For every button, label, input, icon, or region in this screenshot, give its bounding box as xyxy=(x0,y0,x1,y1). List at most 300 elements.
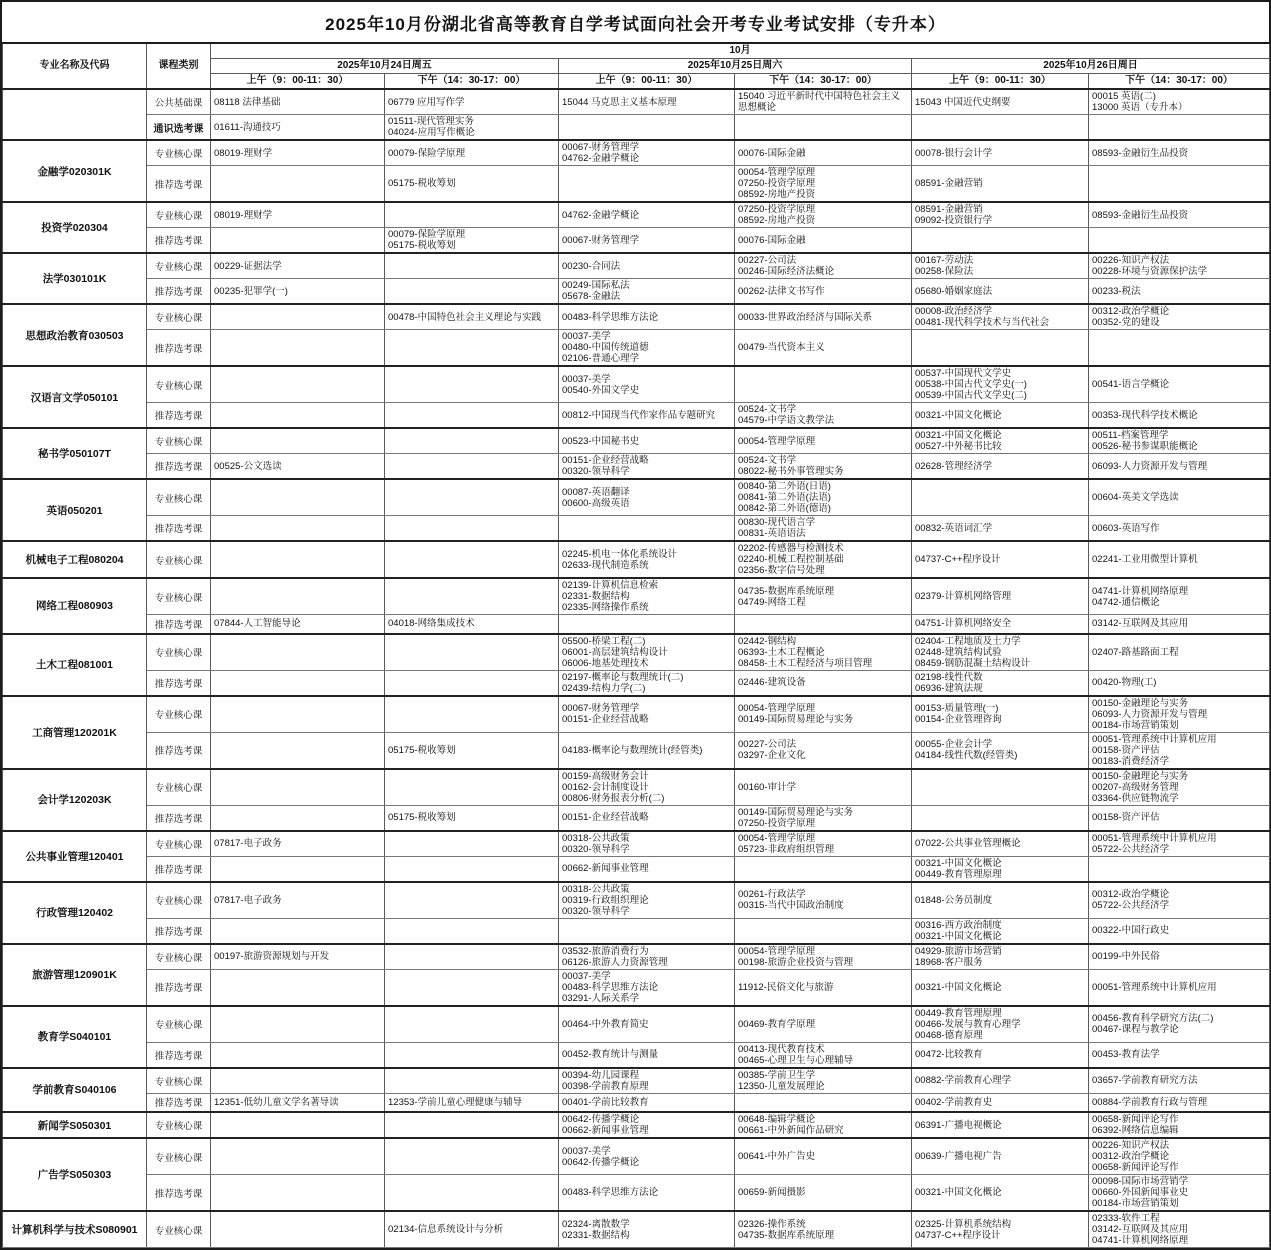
category-cell: 专业核心课 xyxy=(147,769,211,806)
course-entry: 00184-市场营销策划 xyxy=(1092,1198,1179,1209)
session-cell xyxy=(211,578,385,615)
course-entry: 15043 中国近代史纲要 xyxy=(915,96,1011,108)
schedule-table xyxy=(2,42,1270,1248)
session-cell xyxy=(1089,330,1270,367)
session-cell xyxy=(211,696,385,733)
course-entry: 02240-机械工程控制基础 xyxy=(738,554,844,565)
course-entry: 00184-市场营销策划 xyxy=(1092,719,1179,731)
category-cell: 专业核心课 xyxy=(147,541,211,578)
session-cell xyxy=(1089,1042,1270,1068)
course-entry: 04929-旅游市场营销 xyxy=(915,945,1002,957)
course-entry: 00469-教育学原理 xyxy=(738,1018,816,1030)
course-entry: 13000 英语（专升本） xyxy=(1092,102,1188,113)
category-cell: 推荐选考课 xyxy=(147,918,211,944)
session-cell xyxy=(559,1006,735,1043)
course-entry: 00658-新闻评论写作 xyxy=(1092,1162,1179,1173)
course-entry: 00830-现代语言学 xyxy=(738,517,816,528)
course-entry: 00398-学前教育原理 xyxy=(562,1080,649,1092)
course-entry: 02197-概率论与数理统计(二) xyxy=(562,671,684,683)
major-cell: 网络工程080903 xyxy=(3,578,147,634)
category-cell: 专业核心课 xyxy=(147,882,211,919)
column-header-pm-1: 下午（14：30-17：00） xyxy=(735,74,912,90)
course-entry: 00008-政治经济学 xyxy=(915,306,993,317)
course-entry: 00538-中国古代文学史(一) xyxy=(915,379,1027,390)
session-cell xyxy=(211,969,385,1006)
course-entry: 02325-计算机系统结构 xyxy=(915,1218,1012,1230)
session-cell xyxy=(735,634,912,671)
table-row xyxy=(3,1175,1270,1212)
course-entry: 00642-传播学概论 xyxy=(562,1156,640,1168)
category-cell: 专业核心课 xyxy=(147,1068,211,1094)
column-header-date-0: 2025年10月24日周五 xyxy=(211,59,559,74)
course-entry: 03532-旅游消费行为 xyxy=(562,945,649,957)
session-cell xyxy=(1089,89,1270,115)
table-row xyxy=(3,769,1270,806)
table-row xyxy=(3,1042,1270,1068)
session-cell xyxy=(1089,634,1270,671)
session-cell xyxy=(912,882,1089,919)
session-cell xyxy=(385,696,559,733)
course-entry: 04735-数据库系统原理 xyxy=(738,1229,835,1241)
table-row xyxy=(3,696,1270,733)
session-cell xyxy=(1089,479,1270,516)
session-cell xyxy=(912,403,1089,429)
course-entry: 15044 马克思主义基本原理 xyxy=(562,96,677,108)
table-row xyxy=(3,918,1270,944)
table-row xyxy=(3,856,1270,882)
session-cell xyxy=(211,516,385,542)
session-cell xyxy=(559,140,735,166)
course-entry: 00054-管理学原理 xyxy=(738,703,816,714)
course-entry: 04024-应用写作概论 xyxy=(388,127,475,138)
table-body xyxy=(3,89,1270,1248)
session-cell xyxy=(735,831,912,857)
course-entry: 00079-保险学原理 xyxy=(388,147,466,159)
course-entry: 06093-人力资源开发与管理 xyxy=(1092,708,1208,720)
course-entry: 02134-信息系统设计与分析 xyxy=(388,1224,504,1235)
session-cell xyxy=(211,403,385,429)
session-cell xyxy=(559,696,735,733)
course-entry: 00321-中国文化概论 xyxy=(915,409,1002,421)
session-cell xyxy=(735,578,912,615)
course-entry: 06936-建筑法规 xyxy=(915,682,983,694)
session-cell xyxy=(559,228,735,254)
session-cell xyxy=(735,882,912,919)
category-cell: 专业核心课 xyxy=(147,202,211,228)
course-entry: 00079-保险学原理 xyxy=(388,229,466,240)
course-entry: 00159-高级财务会计 xyxy=(562,770,649,782)
session-cell xyxy=(1089,1093,1270,1112)
course-entry: 00660-外国新闻事业史 xyxy=(1092,1187,1189,1198)
session-cell xyxy=(912,541,1089,578)
table-row xyxy=(3,166,1270,203)
header-row-month xyxy=(3,43,1270,59)
course-entry: 00527-中外秘书比较 xyxy=(915,441,1002,452)
course-entry: 06126-旅游人力资源管理 xyxy=(562,956,668,968)
major-cell: 思想政治教育030503 xyxy=(3,304,147,366)
table-row xyxy=(3,454,1270,480)
session-cell xyxy=(385,1093,559,1112)
session-cell xyxy=(735,615,912,634)
session-cell xyxy=(385,918,559,944)
session-cell xyxy=(211,769,385,806)
category-cell: 专业核心课 xyxy=(147,140,211,166)
session-cell xyxy=(559,969,735,1006)
category-cell: 推荐选考课 xyxy=(147,615,211,634)
session-cell xyxy=(211,454,385,480)
category-cell: 专业核心课 xyxy=(147,634,211,671)
course-entry: 06392-网络信息编辑 xyxy=(1092,1125,1179,1136)
session-cell xyxy=(735,1042,912,1068)
course-entry: 00312-政治学概论 xyxy=(1092,1151,1170,1162)
session-cell xyxy=(385,202,559,228)
course-entry: 03142-互联网及其应用 xyxy=(1092,1224,1189,1235)
course-entry: 06006-地基处理技术 xyxy=(562,657,649,669)
course-entry: 08458-土木工程经济与项目管理 xyxy=(738,657,873,669)
course-entry: 00067-财务管理学 xyxy=(562,142,640,153)
session-cell xyxy=(912,202,1089,228)
session-cell xyxy=(912,454,1089,480)
course-entry: 00648-编辑学概论 xyxy=(738,1114,816,1125)
course-entry: 00318-公共政策 xyxy=(562,883,630,895)
course-entry: 06391-广播电视概论 xyxy=(915,1119,1002,1131)
session-cell xyxy=(559,279,735,305)
session-cell xyxy=(1089,1211,1270,1248)
course-entry: 00639-广播电视广告 xyxy=(915,1151,1002,1162)
table-row xyxy=(3,403,1270,429)
table-row xyxy=(3,279,1270,305)
session-cell xyxy=(735,1112,912,1138)
course-entry: 00662-新闻事业管理 xyxy=(562,863,649,874)
session-cell xyxy=(211,1093,385,1112)
session-cell xyxy=(1089,202,1270,228)
session-cell xyxy=(735,1093,912,1112)
course-entry: 05723-非政府组织管理 xyxy=(738,843,835,855)
course-entry: 00054-管理学原理 xyxy=(738,167,816,178)
session-cell xyxy=(912,1042,1089,1068)
course-entry: 00198-旅游企业投资与管理 xyxy=(738,956,854,968)
course-entry: 00153-质量管理(一) xyxy=(915,703,999,714)
session-cell xyxy=(735,366,912,403)
column-header-date-2: 2025年10月26日周日 xyxy=(912,59,1270,74)
session-cell xyxy=(735,516,912,542)
session-cell xyxy=(385,578,559,615)
major-cell: 广告学S050303 xyxy=(3,1138,147,1211)
category-cell: 专业核心课 xyxy=(147,1138,211,1175)
major-cell: 秘书学050107T xyxy=(3,428,147,479)
course-entry: 04749-网络工程 xyxy=(738,596,806,608)
session-cell xyxy=(1089,115,1270,141)
session-cell xyxy=(912,1068,1089,1094)
course-entry: 06093-人力资源开发与管理 xyxy=(1092,460,1208,472)
major-cell: 土木工程081001 xyxy=(3,634,147,696)
table-row xyxy=(3,516,1270,542)
session-cell xyxy=(385,330,559,367)
category-cell: 推荐选考课 xyxy=(147,1093,211,1112)
session-cell xyxy=(559,578,735,615)
table-row xyxy=(3,330,1270,367)
table-row xyxy=(3,202,1270,228)
major-cell xyxy=(3,89,147,140)
session-cell xyxy=(912,253,1089,279)
course-entry: 04751-计算机网络安全 xyxy=(915,618,1012,630)
session-cell xyxy=(1089,140,1270,166)
session-cell xyxy=(912,1093,1089,1112)
session-cell xyxy=(1089,304,1270,330)
session-cell xyxy=(559,670,735,696)
course-entry: 00456-教育科学研究方法(二) xyxy=(1092,1013,1214,1024)
session-cell xyxy=(1089,1138,1270,1175)
course-entry: 00322-中国行政史 xyxy=(1092,925,1170,936)
page-title: 2025年10月份湖北省高等教育自学考试面向社会开考专业考试安排（专升本） xyxy=(325,15,946,34)
course-entry: 00037-美学 xyxy=(562,331,611,342)
course-entry: 02331-数据结构 xyxy=(562,1229,630,1241)
session-cell xyxy=(912,1211,1089,1248)
course-entry: 02633-现代制造系统 xyxy=(562,559,649,571)
session-cell xyxy=(735,115,912,141)
course-entry: 00226-知识产权法 xyxy=(1092,1140,1170,1151)
category-cell: 专业核心课 xyxy=(147,944,211,970)
course-entry: 07844-人工智能导论 xyxy=(214,618,301,630)
session-cell xyxy=(385,615,559,634)
session-cell xyxy=(211,428,385,454)
course-entry: 00197-旅游资源规划与开发 xyxy=(214,951,330,962)
course-entry: 00229-证据法学 xyxy=(214,260,282,272)
session-cell xyxy=(735,1068,912,1094)
course-entry: 02404-工程地质及土力学 xyxy=(915,635,1021,647)
session-cell xyxy=(385,366,559,403)
course-entry: 00051-管理系统中计算机应用 xyxy=(1092,981,1217,993)
table-row xyxy=(3,304,1270,330)
session-cell xyxy=(912,304,1089,330)
table-row xyxy=(3,969,1270,1006)
course-entry: 04737-C++程序设计 xyxy=(915,1229,1001,1241)
course-entry: 02628-管理经济学 xyxy=(915,460,993,472)
course-entry: 00051-管理系统中计算机应用 xyxy=(1092,733,1217,745)
session-cell xyxy=(1089,428,1270,454)
session-cell xyxy=(559,89,735,115)
course-entry: 07250-投资学原理 xyxy=(738,204,816,215)
course-entry: 00154-企业管理咨询 xyxy=(915,714,1002,725)
table-row xyxy=(3,1006,1270,1043)
session-cell xyxy=(385,140,559,166)
session-cell xyxy=(912,769,1089,806)
course-entry: 00321-中国文化概论 xyxy=(915,430,1002,441)
session-cell xyxy=(559,918,735,944)
column-header-am-2: 上午（9：00-11：30） xyxy=(912,74,1089,90)
session-cell xyxy=(1089,1175,1270,1212)
session-cell xyxy=(1089,454,1270,480)
session-cell xyxy=(912,115,1089,141)
course-entry: 04579-中学语文教学法 xyxy=(738,415,835,426)
session-cell xyxy=(385,253,559,279)
session-cell xyxy=(1089,516,1270,542)
course-entry: 08591-金融营销 xyxy=(915,204,983,215)
session-cell xyxy=(735,228,912,254)
course-entry: 02379-计算机网络管理 xyxy=(915,591,1012,602)
course-entry: 07817-电子政务 xyxy=(214,894,282,906)
course-entry: 00158-资产评估 xyxy=(1092,744,1160,756)
major-cell: 汉语言文学050101 xyxy=(3,366,147,428)
course-entry: 07250-投资学原理 xyxy=(738,178,816,189)
session-cell xyxy=(912,856,1089,882)
session-cell xyxy=(211,918,385,944)
session-cell xyxy=(912,479,1089,516)
course-entry: 00150-金融理论与实务 xyxy=(1092,697,1189,709)
table-row xyxy=(3,115,1270,141)
category-cell: 推荐选考课 xyxy=(147,330,211,367)
course-entry: 08593-金融衍生品投资 xyxy=(1092,209,1189,221)
session-cell xyxy=(211,253,385,279)
course-entry: 00258-保险法 xyxy=(915,266,974,277)
session-cell xyxy=(385,1175,559,1212)
course-entry: 00151-企业经营战略 xyxy=(562,455,649,466)
session-cell xyxy=(735,670,912,696)
session-cell xyxy=(912,615,1089,634)
session-cell xyxy=(211,1138,385,1175)
course-entry: 12351-低幼儿童文学名著导读 xyxy=(214,1096,339,1108)
session-cell xyxy=(735,89,912,115)
course-entry: 00149-国际贸易理论与实务 xyxy=(738,714,854,725)
course-entry: 12350-儿童发展理论 xyxy=(738,1080,825,1092)
session-cell xyxy=(912,805,1089,831)
course-entry: 00394-幼儿园课程 xyxy=(562,1069,640,1081)
course-entry: 00401-学前比较教育 xyxy=(562,1096,649,1108)
course-entry: 08592-房地产投资 xyxy=(738,189,816,200)
table-row xyxy=(3,944,1270,970)
course-entry: 02241-工业用微型计算机 xyxy=(1092,554,1198,565)
course-entry: 00230-合同法 xyxy=(562,260,621,272)
category-cell: 推荐选考课 xyxy=(147,454,211,480)
course-entry: 00037-美学 xyxy=(562,373,611,385)
session-cell xyxy=(211,831,385,857)
session-cell xyxy=(1089,366,1270,403)
course-entry: 00841-第二外语(法语) xyxy=(738,492,831,503)
course-entry: 00078-银行会计学 xyxy=(915,147,993,159)
category-cell: 专业核心课 xyxy=(147,479,211,516)
course-entry: 00479-当代资本主义 xyxy=(738,342,825,353)
session-cell xyxy=(211,115,385,141)
session-cell xyxy=(559,769,735,806)
session-cell xyxy=(385,541,559,578)
course-entry: 02331-数据结构 xyxy=(562,591,630,602)
course-entry: 00661-中外新闻作品研究 xyxy=(738,1125,844,1136)
course-entry: 00483-科学思维方法论 xyxy=(562,1187,659,1198)
course-entry: 02202-传感器与检测技术 xyxy=(738,543,844,554)
category-cell: 推荐选考课 xyxy=(147,1042,211,1068)
course-entry: 03657-学前教育研究方法 xyxy=(1092,1075,1198,1086)
course-entry: 00882-学前教育心理学 xyxy=(915,1075,1012,1086)
course-entry: 00076-国际金融 xyxy=(738,147,806,159)
course-entry: 00483-科学思维方法论 xyxy=(562,311,659,323)
session-cell xyxy=(912,969,1089,1006)
session-cell xyxy=(385,1211,559,1248)
session-cell xyxy=(385,1138,559,1175)
table-row xyxy=(3,1068,1270,1094)
course-entry: 09092-投资银行学 xyxy=(915,215,993,226)
course-entry: 00478-中国特色社会主义理论与实践 xyxy=(388,311,542,323)
session-cell xyxy=(559,831,735,857)
course-entry: 04183-概率论与数理统计(经管类) xyxy=(562,744,703,756)
session-cell xyxy=(912,696,1089,733)
session-cell xyxy=(1089,615,1270,634)
session-cell xyxy=(1089,769,1270,806)
course-entry: 07250-投资学原理 xyxy=(738,817,816,829)
session-cell xyxy=(211,1175,385,1212)
session-cell xyxy=(559,516,735,542)
table-row xyxy=(3,615,1270,634)
course-entry: 00315-当代中国政治制度 xyxy=(738,900,844,911)
column-header-pm-0: 下午（14：30-17：00） xyxy=(385,74,559,90)
course-entry: 03364-供应链物流学 xyxy=(1092,792,1179,804)
course-entry: 00511-档案管理学 xyxy=(1092,430,1169,441)
session-cell xyxy=(385,1042,559,1068)
session-cell xyxy=(559,856,735,882)
course-entry: 00320-领导科学 xyxy=(562,843,630,855)
session-cell xyxy=(559,479,735,516)
session-cell xyxy=(1089,279,1270,305)
session-cell xyxy=(211,1042,385,1068)
course-entry: 00151-企业经营战略 xyxy=(562,812,649,823)
table-row xyxy=(3,1211,1270,1248)
course-entry: 00227-公司法 xyxy=(738,739,797,750)
category-cell: 推荐选考课 xyxy=(147,670,211,696)
major-cell: 旅游管理120901K xyxy=(3,944,147,1006)
session-cell xyxy=(385,944,559,970)
course-entry: 05500-桥梁工程(二) xyxy=(562,635,646,647)
table-row xyxy=(3,1112,1270,1138)
table-row xyxy=(3,253,1270,279)
session-cell xyxy=(1089,805,1270,831)
course-entry: 04184-线性代数(经管类) xyxy=(915,750,1018,761)
session-cell xyxy=(559,330,735,367)
course-entry: 08593-金融衍生品投资 xyxy=(1092,147,1189,159)
category-cell: 专业核心课 xyxy=(147,1112,211,1138)
course-entry: 05175-税收筹划 xyxy=(388,178,456,189)
session-cell xyxy=(559,541,735,578)
session-cell xyxy=(912,279,1089,305)
session-cell xyxy=(559,366,735,403)
session-cell xyxy=(211,166,385,203)
course-entry: 00054-管理学原理 xyxy=(738,435,816,447)
course-entry: 00812-中国现当代作家作品专题研究 xyxy=(562,409,716,421)
course-entry: 00162-会计制度设计 xyxy=(562,781,649,793)
course-entry: 02439-结构力学(二) xyxy=(562,682,646,694)
session-cell xyxy=(735,403,912,429)
course-entry: 00319-行政组织理论 xyxy=(562,894,649,906)
course-entry: 02106-普通心理学 xyxy=(562,353,640,364)
course-entry: 02198-线性代数 xyxy=(915,671,983,683)
session-cell xyxy=(385,1068,559,1094)
session-cell xyxy=(735,696,912,733)
major-cell: 工商管理120201K xyxy=(3,696,147,769)
course-entry: 08591-金融营销 xyxy=(915,178,983,189)
course-entry: 02446-建筑设备 xyxy=(738,677,806,688)
major-cell: 法学030101K xyxy=(3,253,147,304)
session-cell xyxy=(912,1138,1089,1175)
session-cell xyxy=(912,578,1089,615)
session-cell xyxy=(211,479,385,516)
session-cell xyxy=(559,166,735,203)
session-cell xyxy=(735,769,912,806)
table-row xyxy=(3,366,1270,403)
course-entry: 05678-金融法 xyxy=(562,291,621,302)
table-row xyxy=(3,89,1270,115)
category-cell: 通识选考课 xyxy=(147,115,211,141)
course-entry: 00233-税法 xyxy=(1092,285,1141,297)
category-cell: 推荐选考课 xyxy=(147,732,211,769)
course-entry: 18968-客户服务 xyxy=(915,956,983,968)
